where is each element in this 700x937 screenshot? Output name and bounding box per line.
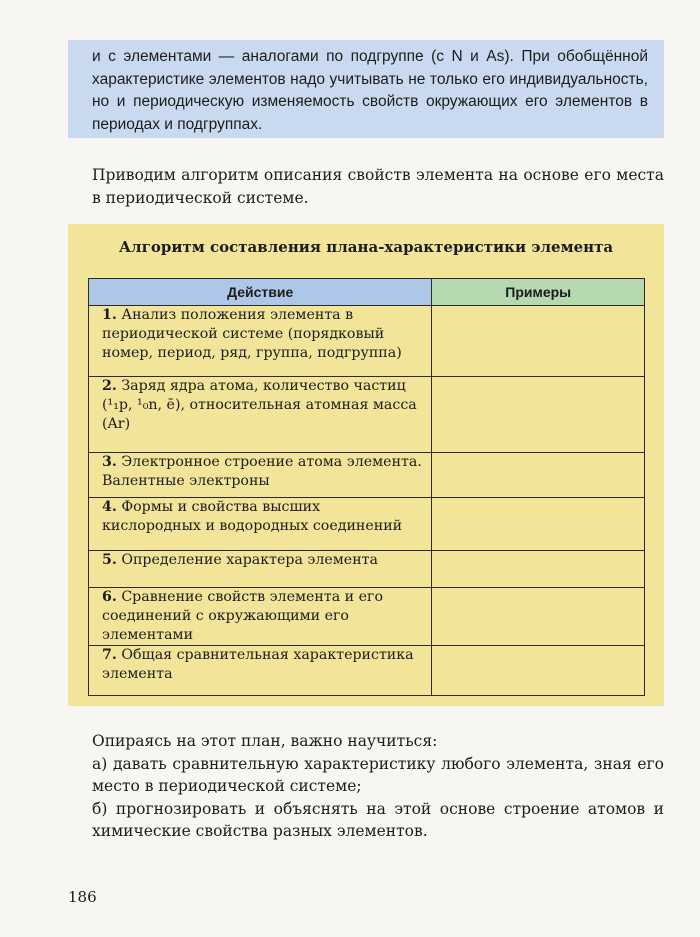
header-action: Действие bbox=[89, 279, 432, 306]
step-text: Анализ положения элемента в периодической системе (порядковый номер, период, ряд, группа, подгруппа) bbox=[102, 307, 402, 361]
step-cell bbox=[89, 377, 432, 453]
example-cell bbox=[432, 377, 645, 453]
step-number: 5. bbox=[102, 552, 117, 568]
step-number: 7. bbox=[102, 647, 117, 663]
example-cell bbox=[432, 306, 645, 377]
example-cell bbox=[432, 453, 645, 498]
algorithm-table bbox=[88, 278, 645, 696]
step-text: Электронное строение атома элемента. Валентные электроны bbox=[102, 454, 422, 489]
table-header-row bbox=[89, 279, 645, 306]
table-row bbox=[89, 551, 645, 588]
bottom-item-b: б) прогнозировать и объяснять на этой основе строение атомов и химические свойства разных элементов. bbox=[92, 799, 664, 840]
table-row bbox=[89, 306, 645, 377]
step-cell bbox=[89, 551, 432, 588]
example-cell bbox=[432, 646, 645, 696]
table-row bbox=[89, 453, 645, 498]
step-particles: (¹₁p, ¹₀n, ē), относительная атомная масса (Ar) bbox=[102, 397, 417, 432]
example-cell bbox=[432, 498, 645, 551]
step-number: 6. bbox=[102, 589, 117, 605]
step-cell bbox=[89, 453, 432, 498]
intro-paragraph-text: Приводим алгоритм описания свойств элемента на основе его места в периодической системе. bbox=[92, 166, 664, 207]
step-text: Заряд ядра атома, количество частиц bbox=[121, 378, 406, 394]
example-cell bbox=[432, 551, 645, 588]
step-number: 1. bbox=[102, 307, 117, 323]
table-row bbox=[89, 377, 645, 453]
table-row bbox=[89, 588, 645, 646]
step-text: Общая сравнительная характеристика элемента bbox=[102, 647, 414, 682]
step-cell bbox=[89, 306, 432, 377]
table-row bbox=[89, 646, 645, 696]
bottom-lead: Опираясь на этот план, важно научиться: bbox=[92, 732, 438, 750]
table-row bbox=[89, 498, 645, 551]
top-paragraph-text: и с элементами — аналогами по подгруппе (с N и As). При обобщённой характеристике элементов надо учитывать не только его индивидуальность, но и периодическую изменяемость свойств окружающих его элементов в периодах и подгруппах. bbox=[92, 48, 648, 133]
step-cell bbox=[89, 646, 432, 696]
step-cell bbox=[89, 498, 432, 551]
intro-paragraph bbox=[92, 164, 664, 210]
step-cell bbox=[89, 588, 432, 646]
step-number: 4. bbox=[102, 499, 117, 515]
step-number: 2. bbox=[102, 378, 117, 394]
page-number: 186 bbox=[68, 888, 97, 906]
step-text: Сравнение свойств элемента и его соединений с окружающими его элементами bbox=[102, 589, 384, 643]
top-paragraph bbox=[92, 46, 648, 136]
bottom-section bbox=[92, 730, 664, 843]
example-cell bbox=[432, 588, 645, 646]
header-examples: Примеры bbox=[432, 279, 645, 306]
bottom-item-a: а) давать сравнительную характеристику любого элемента, зная его место в периодической системе; bbox=[92, 754, 664, 795]
step-text: Определение характера элемента bbox=[121, 552, 378, 568]
step-text: Формы и свойства высших кислородных и водородных соединений bbox=[102, 499, 403, 534]
table-title: Алгоритм составления плана-характеристики элемента bbox=[118, 238, 614, 256]
step-number: 3. bbox=[102, 454, 117, 470]
